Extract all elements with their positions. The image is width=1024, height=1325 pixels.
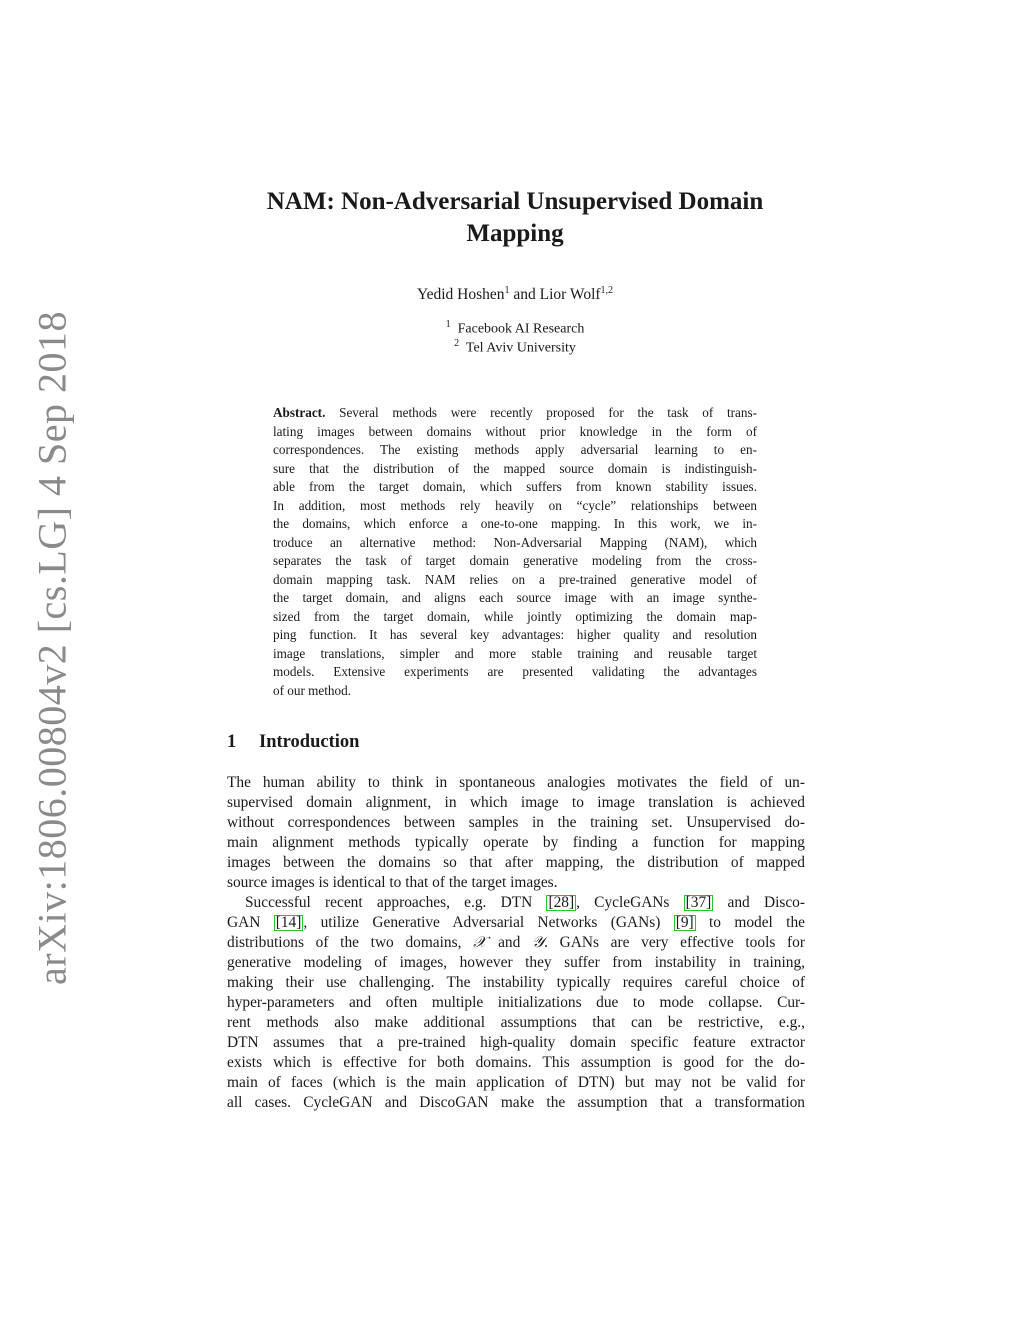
- abstract-text: Several methods were recently proposed for the task of trans-: [339, 405, 757, 420]
- author-name: Lior Wolf: [539, 286, 601, 304]
- paragraph-line: DTN assumes that a pre-trained high-quality domain specific feature extractor: [227, 1034, 805, 1051]
- paragraph-line: generative modeling of images, however they suffer from instability in training,: [227, 954, 805, 971]
- abstract-line: In addition, most methods rely heavily on “cycle” relationships between: [273, 497, 757, 513]
- math-symbol-x: 𝒳: [473, 934, 487, 951]
- paragraph-line: without correspondences between samples in the training set. Unsupervised do-: [227, 814, 805, 831]
- paragraph-line: images between the domains so that after mapping, the distribution of mapped: [227, 854, 805, 871]
- paragraph-line: exists which is effective for both domains. This assumption is good for the do-: [227, 1054, 805, 1071]
- abstract-line: domain mapping task. NAM relies on a pre-trained generative model of: [273, 571, 757, 587]
- section-title: Introduction: [259, 732, 360, 752]
- paragraph-line: hyper-parameters and often multiple initializations due to mode collapse. Cur-: [227, 994, 805, 1011]
- citation-link[interactable]: [9]: [675, 914, 694, 931]
- abstract-line: of our method.: [273, 682, 352, 698]
- abstract-line: correspondences. The existing methods apply adversarial learning to en-: [273, 442, 757, 457]
- abstract-label: Abstract.: [273, 405, 326, 420]
- section-heading: [227, 732, 359, 753]
- affiliation: [0, 338, 1024, 357]
- abstract-line: sure that the distribution of the mapped source domain is indistinguish-: [273, 460, 757, 476]
- title-line-2: Mapping: [466, 220, 564, 247]
- paragraph-line: The human ability to think in spontaneous analogies motivates the field of un-: [227, 774, 805, 791]
- paragraph-line: [227, 913, 805, 933]
- paper-title: [200, 186, 830, 250]
- paragraph-line: rent methods also make additional assumptions that can be restrictive, e.g.,: [227, 1014, 805, 1031]
- text-run: distributions of the two domains,: [227, 934, 474, 951]
- text-run: and: [486, 934, 532, 951]
- abstract-line: ping function. It has several key advantages: higher quality and resolution: [273, 627, 757, 642]
- text-run: to model the: [695, 914, 805, 931]
- section-number: 1: [227, 732, 237, 752]
- abstract-line: models. Extensive experiments are presented validating the advantages: [273, 664, 757, 679]
- abstract-line: able from the target domain, which suffers from known stability issues.: [273, 479, 757, 494]
- author-list: [0, 285, 1024, 304]
- text-run: , utilize Generative Adversarial Networks (GANs): [303, 914, 674, 931]
- abstract-line: lating images between domains without prior knowledge in the form of: [273, 423, 757, 439]
- citation-link[interactable]: [28]: [548, 894, 575, 911]
- author-affiliation-mark: 1,2: [600, 285, 614, 296]
- abstract-line: separates the task of target domain generative modeling from the cross-: [273, 553, 757, 568]
- paragraph-line: main of faces (which is the main application of DTN) but may not be valid for: [227, 1074, 805, 1091]
- citation-link[interactable]: [37]: [685, 894, 712, 911]
- text-run: Successful recent approaches, e.g. DTN: [245, 894, 547, 911]
- affiliation-mark: 2: [454, 338, 460, 349]
- abstract-line: the target domain, and aligns each source image with an image synthe-: [273, 590, 757, 605]
- abstract-line: sized from the target domain, while jointly optimizing the domain map-: [273, 608, 757, 624]
- affiliation-name: Tel Aviv University: [465, 340, 576, 356]
- author-affiliation-mark: 1: [504, 285, 510, 296]
- paragraph-line: supervised domain alignment, in which image to image translation is achieved: [227, 794, 805, 811]
- citation-link[interactable]: [14]: [275, 914, 302, 931]
- author-conjunction: and: [513, 286, 536, 304]
- abstract-line: troduce an alternative method: Non-Adversarial Mapping (NAM), which: [273, 534, 757, 550]
- affiliation-name: Facebook AI Research: [457, 321, 585, 337]
- paragraph-line: source images is identical to that of the target images.: [227, 874, 558, 891]
- paragraph-line: [227, 893, 805, 913]
- affiliation: [0, 319, 1024, 338]
- title-line-1: NAM: Non-Adversarial Unsupervised Domain: [266, 188, 764, 215]
- paragraph: [227, 893, 805, 1113]
- affiliation-mark: 1: [445, 319, 451, 330]
- paragraph-line: making their use challenging. The instability typically requires careful choice of: [227, 974, 805, 991]
- text-run: and Disco-: [713, 894, 805, 911]
- abstract: [273, 404, 757, 700]
- paragraph-line: all cases. CycleGAN and DiscoGAN make the assumption that a transformation: [227, 1094, 805, 1111]
- paragraph: [227, 773, 805, 893]
- text-run: GAN: [227, 914, 274, 931]
- abstract-line: the domains, which enforce a one-to-one mapping. In this work, we in-: [273, 516, 757, 531]
- paragraph-line: [227, 933, 805, 953]
- text-run: . GANs are very effective tools for: [544, 934, 805, 951]
- paragraph-line: main alignment methods typically operate by finding a function for mapping: [227, 834, 805, 851]
- text-run: , CycleGANs: [576, 894, 684, 911]
- arxiv-identifier: arXiv:1806.00804v2 [cs.LG] 4 Sep 2018: [29, 311, 75, 985]
- abstract-line: [273, 404, 757, 423]
- math-symbol-y: 𝒴: [532, 934, 545, 951]
- author-name: Yedid Hoshen: [416, 286, 505, 304]
- abstract-line: image translations, simpler and more stable training and reusable target: [273, 645, 757, 661]
